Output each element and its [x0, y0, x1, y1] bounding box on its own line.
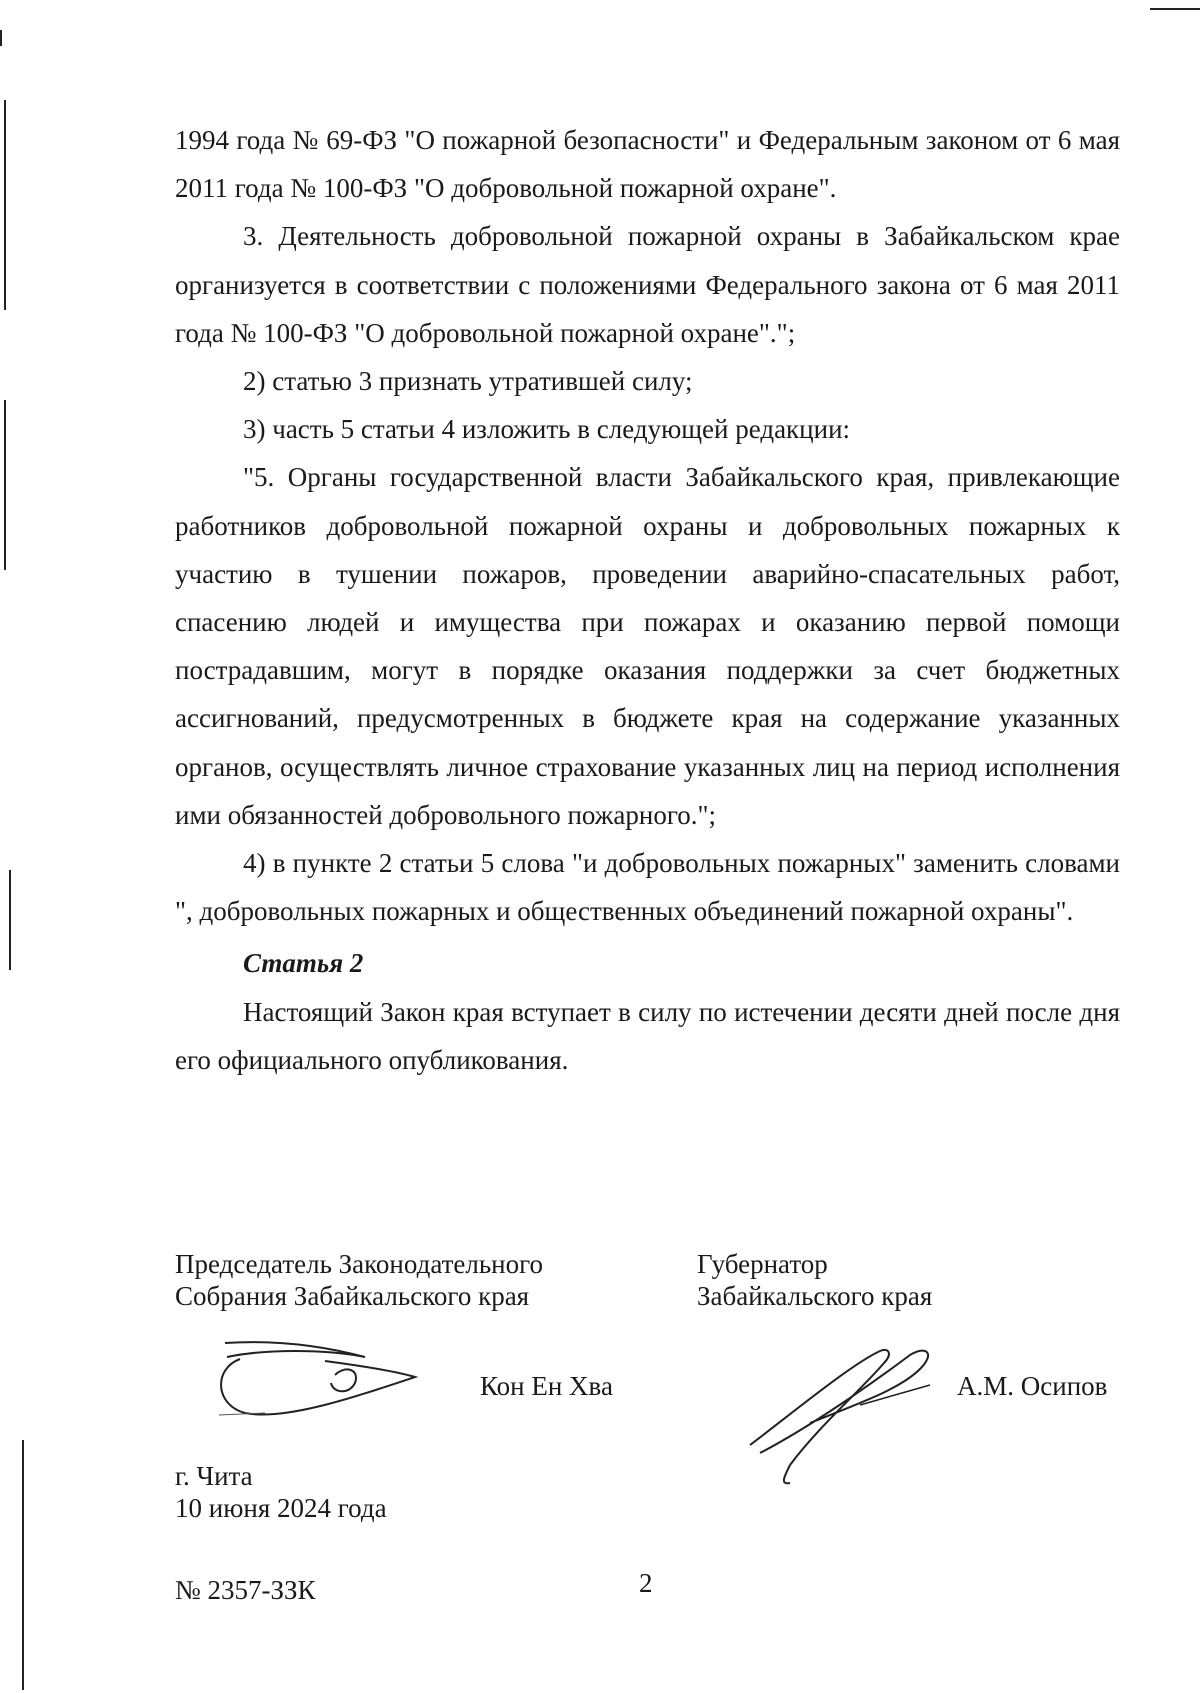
- date: 10 июня 2024 года: [175, 1493, 387, 1523]
- governor-name: А.М. Осипов: [957, 1371, 1108, 1401]
- paragraph-part-5: "5. Органы государственной власти Забайкальского края, привлекающие работников добровольной пожарной охраны и добровольных пожарных к участию в тушении пожаров, проведении аварийно-спасательных работ, спасению людей и имущества при пожарах и оказанию первой помощи пострадавшим, могут в порядке оказания поддержки за счет бюджетных ассигнований, предусмотренных в бюджете края на содержание указанных органов, осуществлять личное страхование указанных лиц на период исполнения ими обязанностей добровольного пожарного.";: [175, 462, 1120, 830]
- article-2-heading: Статья 2: [243, 948, 364, 979]
- scan-edge-mark: [0, 30, 2, 46]
- scan-edge-mark: [9, 870, 11, 970]
- chairman-name: Кон Ен Хва: [480, 1371, 613, 1401]
- scan-edge-mark: [1150, 8, 1200, 10]
- paragraph-item-3: 3) часть 5 статьи 4 изложить в следующей редакции:: [243, 414, 851, 445]
- paragraph-item-4: 4) в пункте 2 статьи 5 слова "и добровольных пожарных" заменить словами ", добровольных пожарных и общественных объединений пожарной охраны".: [175, 848, 1120, 927]
- scan-edge-mark: [4, 100, 6, 310]
- paragraph-article-2: Настоящий Закон края вступает в силу по истечении десяти дней после дня его официального опубликования.: [175, 996, 1120, 1075]
- chairman-title-line2: Собрания Забайкальского края: [175, 1281, 530, 1311]
- law-body: [175, 116, 1120, 1084]
- governor-title-line1: Губернатор: [697, 1249, 828, 1279]
- governor-signature: [750, 1345, 950, 1495]
- paragraph-intro: 1994 года № 69-ФЗ "О пожарной безопасности" и Федеральным законом от 6 мая 2011 года № 100-ФЗ "О добровольной пожарной охране".: [175, 125, 1120, 204]
- chairman-title-line1: Председатель Законодательного: [175, 1249, 544, 1279]
- law-number: № 2357-ЗЗК: [175, 1575, 316, 1605]
- scan-edge-mark: [22, 1440, 24, 1690]
- scan-edge-mark: [4, 400, 6, 570]
- paragraph-item-2: 2) статью 3 признать утратившей силу;: [243, 366, 693, 397]
- place: г. Чита: [175, 1461, 253, 1491]
- chairman-title: [175, 1248, 543, 1312]
- governor-title-line2: Забайкальского края: [697, 1281, 933, 1311]
- page-number: 2: [639, 1568, 653, 1598]
- governor-title: [697, 1248, 932, 1312]
- chairman-signature: [205, 1335, 445, 1445]
- paragraph-3: 3. Деятельность добровольной пожарной охраны в Забайкальском крае организуется в соответствии с положениями Федерального закона от 6 мая 2011 года № 100-ФЗ "О добровольной пожарной охране".";: [175, 221, 1120, 348]
